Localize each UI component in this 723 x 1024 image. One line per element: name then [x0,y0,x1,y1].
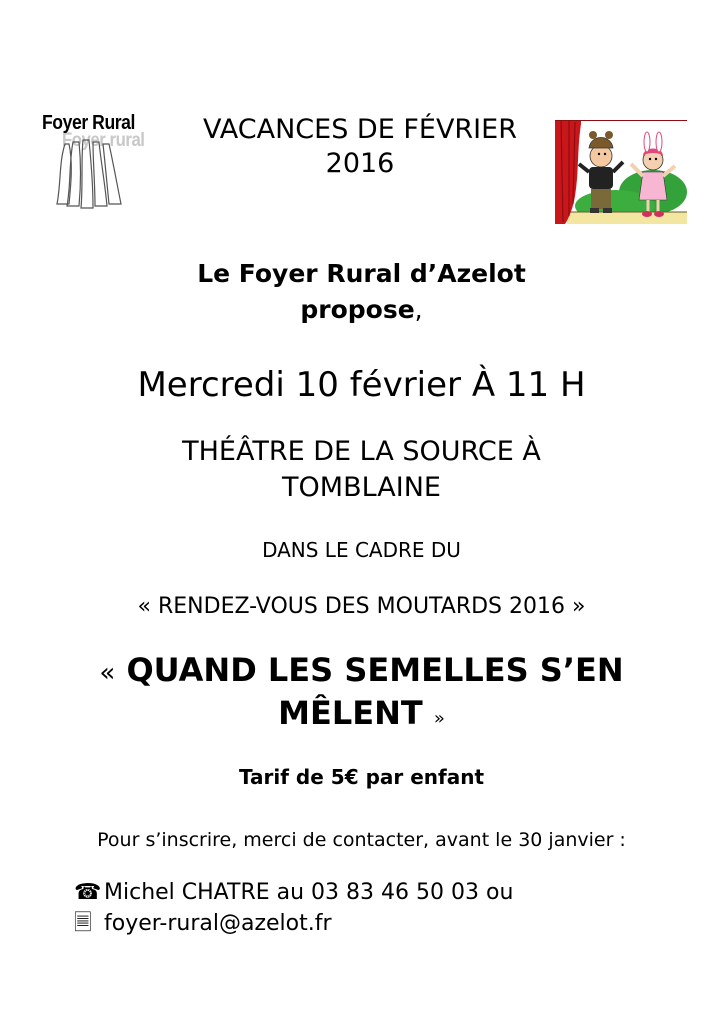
show-title [0,650,723,739]
show-title-line2: MÊLENT [278,694,423,732]
show-close-quote: » [433,708,445,729]
intro-comma: , [414,295,423,324]
show-title-line2-wrap [0,693,723,739]
header-title-line2: 2016 [325,148,395,179]
show-title-line1: QUAND LES SEMELLES S’EN [126,651,624,689]
logo-shadow-text: Foyer rural [62,130,145,151]
show-title-line1-wrap [0,650,723,693]
contact-mail-text[interactable]: foyer-rural@azelot.fr [104,911,332,936]
logo-pleats-icon [55,138,125,210]
contact-phone [74,878,513,908]
foyer-rural-logo [40,110,165,210]
puppet-theater-illustration [555,120,687,226]
intro [0,256,723,328]
event-venue [0,434,723,506]
venue-line2: TOMBLAINE [282,472,441,503]
event-date: Mercredi 10 février À 11 H [137,365,586,405]
header-title [170,113,550,181]
header-title-line1: VACANCES DE FÉVRIER [203,114,517,145]
event-frame: DANS LE CADRE DU [262,538,461,562]
telephone-icon: ☎ [74,880,102,905]
contact-phone-text: Michel CHATRE au 03 83 46 50 03 ou [104,880,514,905]
document-icon: 🗏 [74,911,92,936]
intro-line1: Le Foyer Rural d’Azelot [197,259,526,288]
show-open-quote: « [99,658,116,688]
intro-line2: propose [300,295,415,324]
logo-text: Foyer Rural [42,112,135,134]
intro-line2-wrap [0,292,723,328]
contact-mail [74,909,332,939]
registration-text: Pour s’inscrire, merci de contacter, avant le 30 janvier : [97,829,626,851]
event-festival: « RENDEZ-VOUS DES MOUTARDS 2016 » [137,594,586,619]
venue-line1: THÉÂTRE DE LA SOURCE À [182,436,541,467]
price: Tarif de 5€ par enfant [238,765,485,789]
